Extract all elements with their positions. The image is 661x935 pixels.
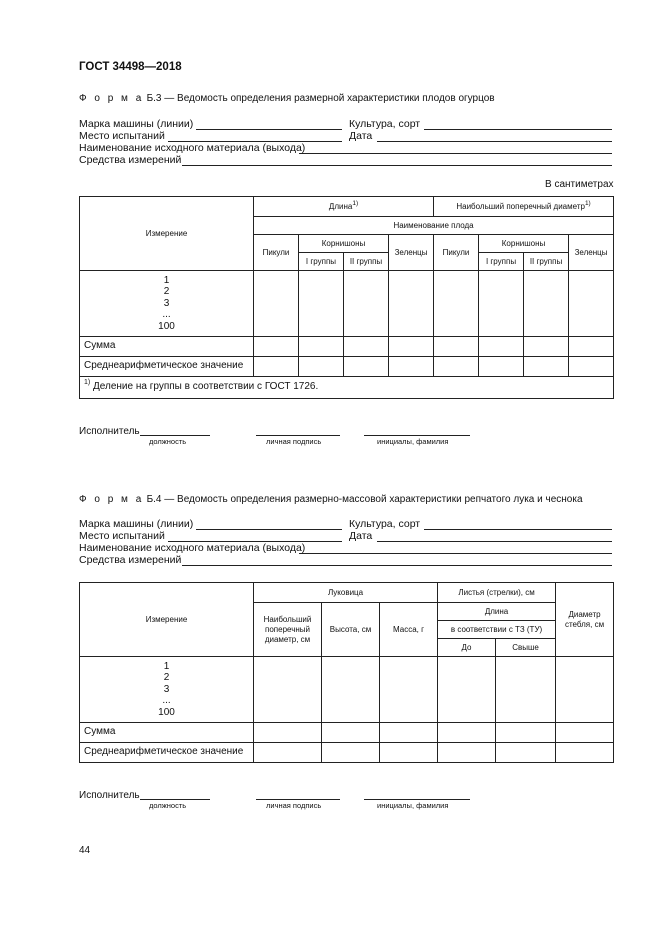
table-cell[interactable] xyxy=(344,271,389,337)
table-cell[interactable] xyxy=(524,357,569,377)
table-cell[interactable] xyxy=(299,337,344,357)
b4-max-diam-header: Наибольший поперечный диаметр, см xyxy=(254,603,322,657)
form-b4-title: — Ведомость определения размерно-массовой характеристики репчатого лука и чеснока xyxy=(164,494,583,505)
table-cell[interactable] xyxy=(254,723,322,743)
b4-position-caption: должность xyxy=(149,801,187,810)
table-cell[interactable] xyxy=(434,337,479,357)
page-number: 44 xyxy=(79,845,91,856)
table-cell[interactable] xyxy=(569,271,614,337)
table-cell[interactable] xyxy=(254,271,299,337)
b3-pickles-header-2: Пикули xyxy=(434,235,479,271)
form-b3-units: В сантиметрах xyxy=(545,179,614,190)
form-b4-place-label: Место испытаний xyxy=(79,530,165,542)
document-header: ГОСТ 34498—2018 xyxy=(79,61,182,73)
b4-up-to-header: До xyxy=(438,639,496,657)
table-cell[interactable] xyxy=(496,723,556,743)
form-b4-culture-line[interactable] xyxy=(424,529,612,530)
form-b3-tools-line[interactable] xyxy=(182,165,612,166)
table-cell[interactable] xyxy=(322,657,380,723)
form-b4-culture-label: Культура, сорт xyxy=(349,518,421,530)
table-cell[interactable] xyxy=(569,357,614,377)
table-cell[interactable] xyxy=(556,723,614,743)
table-cell[interactable] xyxy=(496,743,556,763)
b4-signature-line[interactable] xyxy=(256,799,340,800)
table-cell[interactable] xyxy=(438,657,496,723)
table-row xyxy=(80,657,614,723)
b3-pickles-header: Пикули xyxy=(254,235,299,271)
form-b3-date-label: Дата xyxy=(349,130,373,142)
b3-position-caption: должность xyxy=(149,437,187,446)
form-b4-date-label: Дата xyxy=(349,530,373,542)
b3-gherkins-header-2: Корнишоны xyxy=(479,235,569,253)
form-b4-machine-line[interactable] xyxy=(196,529,342,530)
b3-signature-caption: личная подпись xyxy=(266,437,322,446)
b3-group1-header: I группы xyxy=(299,253,344,271)
table-row xyxy=(80,357,614,377)
b4-measurement-header: Измерение xyxy=(80,583,254,657)
form-b3-material-line[interactable] xyxy=(299,153,612,154)
table-cell[interactable] xyxy=(496,657,556,723)
b3-measurement-header: Измерение xyxy=(80,197,254,271)
form-b4-machine-label: Марка машины (линии) xyxy=(79,518,194,530)
b3-length-header: Длина$^{1)}$ xyxy=(254,197,434,217)
b4-executor-label: Исполнитель xyxy=(79,790,140,801)
form-b3-label: Ф о р м а xyxy=(79,93,144,104)
b4-length-header: Длина xyxy=(438,603,556,621)
b4-height-header: Высота, см xyxy=(322,603,380,657)
b3-greens-header: Зеленцы xyxy=(389,235,434,271)
table-cell[interactable] xyxy=(254,337,299,357)
b3-gherkins-header: Корнишоны xyxy=(299,235,389,253)
table-cell[interactable] xyxy=(434,271,479,337)
form-b4-tools-line[interactable] xyxy=(182,565,612,566)
table-cell[interactable] xyxy=(322,743,380,763)
table-row xyxy=(80,337,614,357)
form-b3-date-line[interactable] xyxy=(377,141,612,142)
b3-greens-header-2: Зеленцы xyxy=(569,235,614,271)
b4-bulb-header: Луковица xyxy=(254,583,438,603)
form-b3-machine-label: Марка машины (линии) xyxy=(79,118,194,130)
table-cell[interactable] xyxy=(254,357,299,377)
form-b4-material-line[interactable] xyxy=(299,553,612,554)
b4-stem-diam-header: Диаметр стебля, см xyxy=(556,583,614,657)
b4-per-spec-header: в соответствии с ТЗ (ТУ) xyxy=(438,621,556,639)
table-row xyxy=(80,723,614,743)
form-b4-label: Ф о р м а xyxy=(79,494,144,505)
table-cell[interactable] xyxy=(479,357,524,377)
b4-row-numbers: 1 2 3 ... 100 xyxy=(80,657,254,723)
form-b3-culture-line[interactable] xyxy=(424,129,612,130)
form-b3-caption xyxy=(79,93,495,104)
table-cell[interactable] xyxy=(569,337,614,357)
table-cell[interactable] xyxy=(299,357,344,377)
b3-group1-header-2: I группы xyxy=(479,253,524,271)
table-cell[interactable] xyxy=(434,357,479,377)
b3-signature-line[interactable] xyxy=(256,435,340,436)
form-b4-tools-label: Средства измерений xyxy=(79,554,182,566)
b4-mean-label: Среднеарифметическое значение xyxy=(80,743,254,763)
form-b4-caption xyxy=(79,494,583,505)
table-cell[interactable] xyxy=(344,357,389,377)
b4-sum-label: Сумма xyxy=(80,723,254,743)
form-b4-table xyxy=(79,582,614,763)
table-cell[interactable] xyxy=(344,337,389,357)
b3-mean-label: Среднеарифметическое значение xyxy=(80,357,254,377)
form-b4-material-label: Наименование исходного материала (выхода) xyxy=(79,542,306,554)
form-b4-date-line[interactable] xyxy=(377,541,612,542)
b3-footnote: $^{1)}$ Деление на группы в соответствии с ГОСТ 1726. xyxy=(80,377,614,399)
table-cell[interactable] xyxy=(380,657,438,723)
b4-over-header: Свыше xyxy=(496,639,556,657)
form-b3-tools-label: Средства измерений xyxy=(79,154,182,166)
table-row xyxy=(80,743,614,763)
b4-name-line[interactable] xyxy=(364,799,470,800)
b4-signature-caption: личная подпись xyxy=(266,801,322,810)
b3-fruit-name-header: Наименование плода xyxy=(254,217,614,235)
table-cell[interactable] xyxy=(389,357,434,377)
form-b3-material-label: Наименование исходного материала (выхода) xyxy=(79,142,306,154)
table-cell[interactable] xyxy=(322,723,380,743)
b4-mass-header: Масса, г xyxy=(380,603,438,657)
b3-executor-label: Исполнитель xyxy=(79,426,140,437)
form-b3-title: — Ведомость определения размерной характеристики плодов огурцов xyxy=(164,93,495,104)
table-cell[interactable] xyxy=(380,723,438,743)
table-row xyxy=(80,271,614,337)
table-cell[interactable] xyxy=(389,271,434,337)
table-cell[interactable] xyxy=(479,337,524,357)
b4-name-caption: инициалы, фамилия xyxy=(377,801,449,810)
table-cell[interactable] xyxy=(524,337,569,357)
table-cell[interactable] xyxy=(299,271,344,337)
table-cell[interactable] xyxy=(479,271,524,337)
table-cell[interactable] xyxy=(254,743,322,763)
b3-row-numbers: 1 2 3 ... 100 xyxy=(80,271,254,337)
b3-group2-header-2: II группы xyxy=(524,253,569,271)
form-b3-place-label: Место испытаний xyxy=(79,130,165,142)
table-cell[interactable] xyxy=(438,723,496,743)
table-cell[interactable] xyxy=(524,271,569,337)
table-cell[interactable] xyxy=(556,743,614,763)
form-b3-code: Б.3 xyxy=(146,93,162,104)
b3-position-line[interactable] xyxy=(140,435,210,436)
b4-leaves-header: Листья (стрелки), см xyxy=(438,583,556,603)
table-cell[interactable] xyxy=(254,657,322,723)
form-b4-code: Б.4 xyxy=(146,494,162,505)
b3-group2-header: II группы xyxy=(344,253,389,271)
form-b3-culture-label: Культура, сорт xyxy=(349,118,421,130)
b3-width-header: Наибольший поперечный диаметр$^{1)}$ xyxy=(434,197,614,217)
table-cell[interactable] xyxy=(380,743,438,763)
form-b3-table xyxy=(79,196,614,399)
b3-name-caption: инициалы, фамилия xyxy=(377,437,449,446)
table-cell[interactable] xyxy=(389,337,434,357)
b3-name-line[interactable] xyxy=(364,435,470,436)
form-b3-machine-line[interactable] xyxy=(196,129,342,130)
table-cell[interactable] xyxy=(556,657,614,723)
table-cell[interactable] xyxy=(438,743,496,763)
b4-position-line[interactable] xyxy=(140,799,210,800)
b3-sum-label: Сумма xyxy=(80,337,254,357)
